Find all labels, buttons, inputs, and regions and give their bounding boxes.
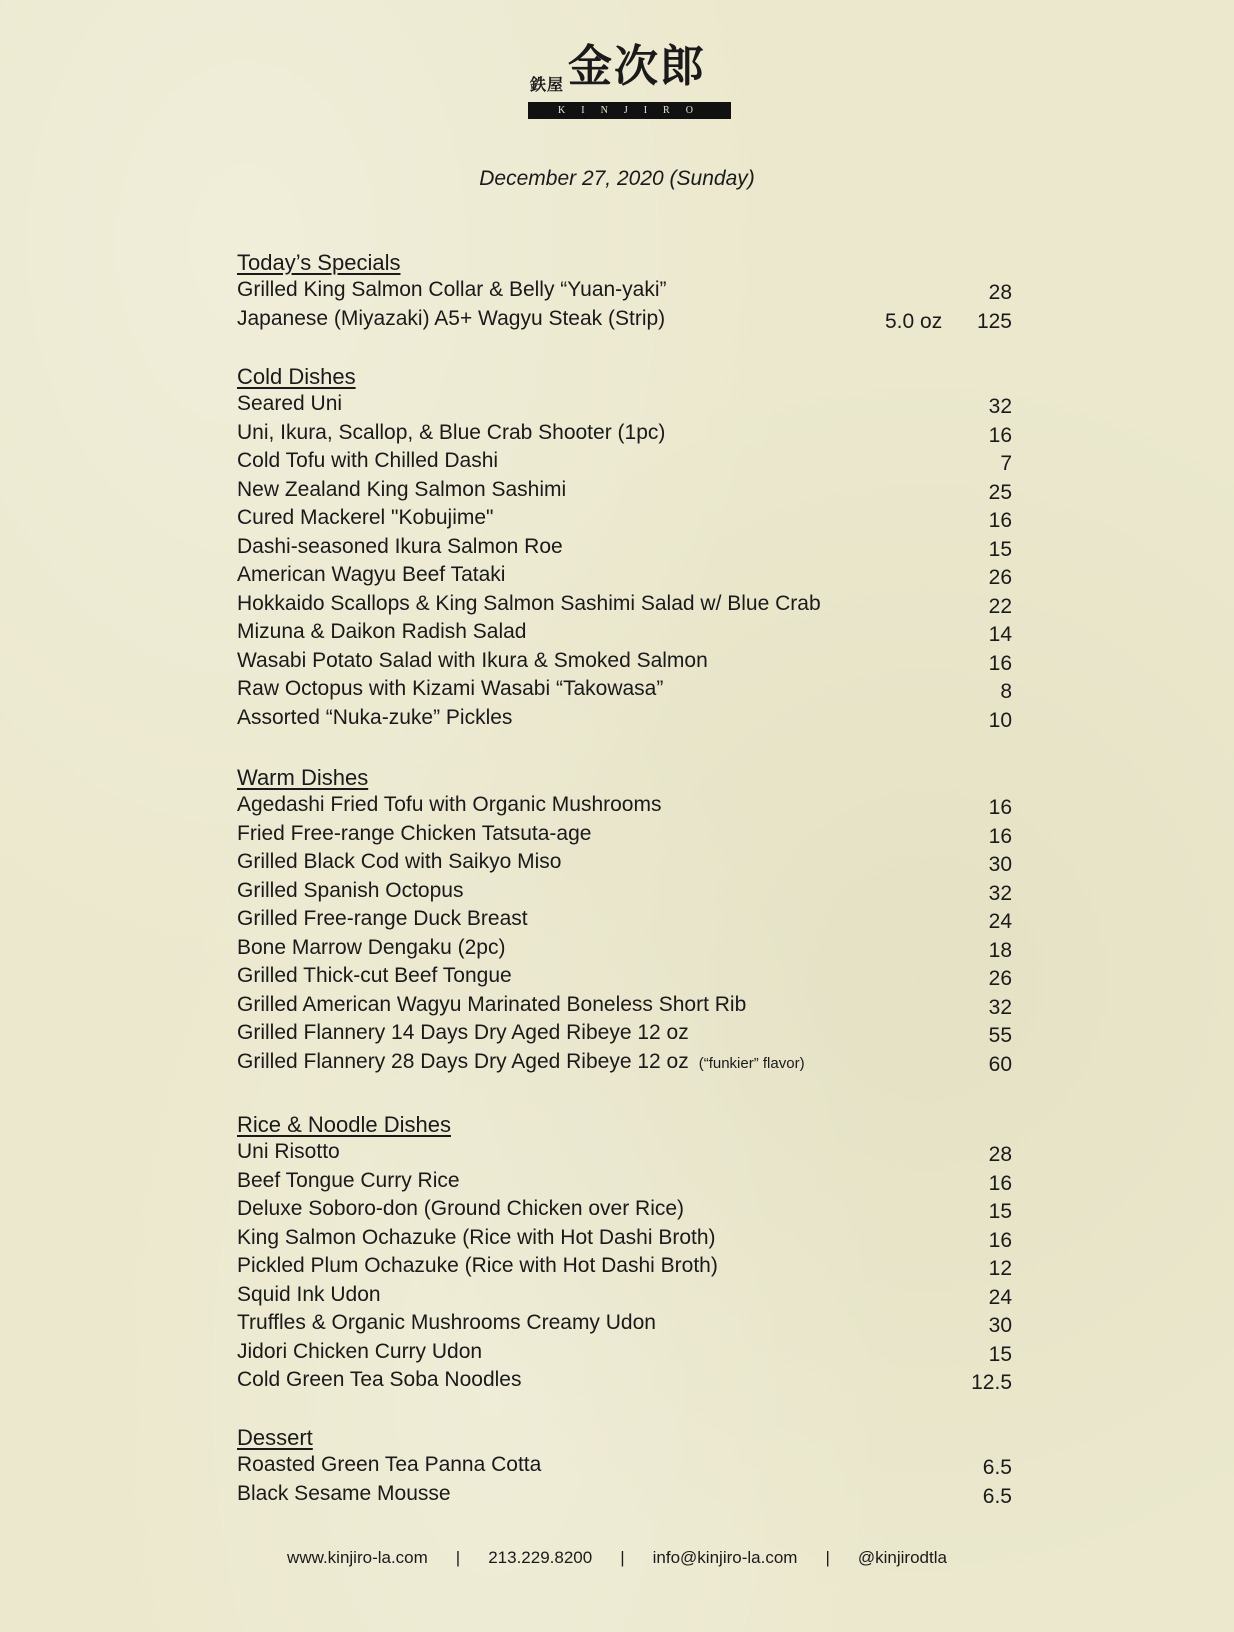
- menu-item-price: 6.5: [982, 1484, 1012, 1508]
- menu-item: [237, 478, 1012, 506]
- menu-item-name: [237, 421, 665, 445]
- section-title-dessert: Dessert: [237, 1425, 313, 1450]
- menu-item: [237, 392, 1012, 420]
- menu-item: [237, 1482, 1012, 1510]
- menu-item-name-text: Black Sesame Mousse: [237, 1481, 451, 1505]
- menu-item-name: [237, 1368, 521, 1392]
- footer-website[interactable]: www.kinjiro-la.com: [287, 1548, 428, 1567]
- logo-main-text: 金次郎: [568, 41, 706, 92]
- footer-separator: |: [455, 1548, 461, 1567]
- menu-item-name-text: American Wagyu Beef Tataki: [237, 563, 506, 586]
- menu-item-name-text: Deluxe Soboro-don (Ground Chicken over Rice): [237, 1197, 685, 1220]
- menu-item: [237, 1368, 1012, 1396]
- menu-item: [237, 421, 1012, 449]
- menu-item-price: 16: [988, 1171, 1012, 1195]
- menu-item-price: 7: [1000, 452, 1012, 475]
- menu-item-name: [237, 677, 663, 701]
- menu-item-name: [237, 993, 746, 1017]
- menu-item-price: 14: [988, 623, 1012, 646]
- menu-item-name-text: New Zealand King Salmon Sashimi: [237, 477, 567, 501]
- menu-item-name: [237, 1226, 716, 1250]
- menu-item-name-text: Dashi-seasoned Ikura Salmon Roe: [237, 534, 563, 558]
- menu-item: [237, 850, 1012, 878]
- menu-item: [237, 1453, 1012, 1481]
- menu-item-name: [237, 592, 821, 616]
- menu-item-name-text: Assorted “Nuka-zuke” Pickles: [237, 705, 513, 729]
- menu-item-price: 10: [988, 708, 1012, 732]
- menu-item-name-text: Grilled Black Cod with Saikyo Miso: [237, 850, 562, 873]
- menu-item-name: [237, 1482, 451, 1506]
- section-title-cold: Cold Dishes: [237, 364, 356, 389]
- menu-item: [237, 649, 1012, 677]
- footer-email[interactable]: info@kinjiro-la.com: [652, 1548, 798, 1567]
- menu-item-name: [237, 563, 505, 587]
- menu-item-name: [237, 307, 665, 331]
- menu-item-name-text: Cold Tofu with Chilled Dashi: [237, 449, 499, 472]
- menu-item-price: 16: [988, 423, 1012, 447]
- menu-item-price: 32: [988, 881, 1012, 905]
- footer: [0, 1548, 1234, 1568]
- menu-item: [237, 907, 1012, 935]
- menu-item-name-text: Squid Ink Udon: [237, 1282, 381, 1306]
- menu-item-name: [237, 706, 512, 730]
- menu-item-price: 26: [988, 566, 1012, 589]
- menu-item-name-text: Beef Tongue Curry Rice: [237, 1168, 460, 1192]
- menu-item-name-text: Grilled Free-range Duck Breast: [237, 907, 528, 930]
- menu-item: [237, 936, 1012, 964]
- menu-item: [237, 1254, 1012, 1282]
- menu-item-name: [237, 1140, 340, 1164]
- logo-small-text: 鉄屋: [530, 75, 565, 94]
- menu-item-price: 16: [988, 824, 1012, 848]
- menu-item-price: 24: [988, 1285, 1012, 1309]
- menu-item-name: [237, 1197, 684, 1221]
- menu-item-name: [237, 478, 566, 502]
- menu-item-note: (“funkier” flavor): [698, 1054, 805, 1072]
- menu-item: [237, 620, 1012, 648]
- menu-item-name-text: Roasted Green Tea Panna Cotta: [237, 1453, 542, 1476]
- menu-item-name: [237, 1283, 381, 1307]
- menu-item: [237, 1140, 1012, 1168]
- menu-item-name-text: Truffles & Organic Mushrooms Creamy Udon: [237, 1311, 656, 1334]
- menu-item-name-text: Japanese (Miyazaki) A5+ Wagyu Steak (Strip): [237, 306, 666, 330]
- menu-item: [237, 592, 1012, 620]
- menu-item-name-text: King Salmon Ochazuke (Rice with Hot Dashi Broth): [237, 1225, 716, 1249]
- menu-item-price: 28: [988, 281, 1012, 304]
- restaurant-logo: [528, 42, 733, 122]
- section-title-specials: Today’s Specials: [237, 250, 401, 275]
- menu-item-name: [237, 793, 661, 817]
- footer-social-handle[interactable]: @kinjirodtla: [857, 1548, 947, 1567]
- menu-item-name-text: Wasabi Potato Salad with Ikura & Smoked Salmon: [237, 648, 708, 672]
- menu-item: [237, 964, 1012, 992]
- menu-item-name: [237, 1169, 460, 1193]
- menu-item-price: 16: [988, 651, 1012, 675]
- menu-item-name: [237, 649, 708, 673]
- menu-item-price: 30: [988, 853, 1012, 876]
- menu-item-name-text: Pickled Plum Ochazuke (Rice with Hot Dashi Broth): [237, 1254, 718, 1277]
- menu-item: [237, 1021, 1012, 1049]
- menu-item-name: [237, 964, 512, 988]
- menu-item-price: 32: [988, 995, 1012, 1019]
- menu-item-name: [237, 850, 561, 874]
- menu-item: [237, 1340, 1012, 1368]
- menu-item-name-text: Fried Free-range Chicken Tatsuta-age: [237, 821, 592, 845]
- menu-item: [237, 449, 1012, 477]
- menu-item: [237, 535, 1012, 563]
- menu-item-name-text: Jidori Chicken Curry Udon: [237, 1339, 483, 1363]
- menu-item-name-text: Cold Green Tea Soba Noodles: [237, 1368, 522, 1391]
- menu-item-name-text: Raw Octopus with Kizami Wasabi “Takowasa”: [237, 677, 664, 700]
- menu-item-price: 18: [988, 938, 1012, 962]
- logo-latin-text: KINJIRO: [528, 102, 731, 119]
- menu-item-name: [237, 506, 494, 530]
- menu-item-name-text: Seared Uni: [237, 392, 343, 415]
- menu-item-price: 125: [976, 309, 1012, 333]
- menu-item-name: [237, 1021, 689, 1045]
- menu-item-name-text: Uni Risotto: [237, 1140, 340, 1163]
- menu-item-price: 16: [988, 509, 1012, 532]
- menu-item: [237, 1283, 1012, 1311]
- menu-item: [237, 793, 1012, 821]
- menu-item-price: 12: [988, 1257, 1012, 1280]
- menu-item-price: 25: [988, 480, 1012, 504]
- menu-item-price: 15: [988, 537, 1012, 561]
- menu-item-name: [237, 449, 498, 473]
- menu-item-name-text: Uni, Ikura, Scallop, & Blue Crab Shooter (1pc): [237, 420, 666, 444]
- menu-item-price: 16: [988, 1228, 1012, 1252]
- menu-item-quantity: 5.0 oz: [885, 309, 943, 333]
- menu-item-price: 8: [1000, 680, 1012, 703]
- menu-item: [237, 879, 1012, 907]
- menu-item-price: 12.5: [971, 1371, 1012, 1394]
- menu-item: [237, 822, 1012, 850]
- menu-item-name-text: Grilled Spanish Octopus: [237, 878, 464, 902]
- menu-item-price: 15: [988, 1342, 1012, 1366]
- menu-item: [237, 1311, 1012, 1339]
- menu-item-name: [237, 1311, 656, 1335]
- menu-item-name-text: Grilled Flannery 14 Days Dry Aged Ribeye 12 oz: [237, 1021, 689, 1044]
- menu-item-price: 16: [988, 796, 1012, 819]
- menu-item: [237, 1226, 1012, 1254]
- menu-item-name-text: Bone Marrow Dengaku (2pc): [237, 935, 506, 959]
- menu-item-name-text: Agedashi Fried Tofu with Organic Mushrooms: [237, 793, 662, 816]
- footer-separator: |: [825, 1548, 830, 1567]
- section-title-warm: Warm Dishes: [237, 765, 369, 790]
- menu-item-price: 6.5: [982, 1456, 1012, 1479]
- menu-item-name-text: Grilled American Wagyu Marinated Boneless Short Rib: [237, 992, 747, 1016]
- menu-item-name: [237, 620, 527, 644]
- menu-item: [237, 278, 1012, 306]
- menu-item-name: [237, 1453, 541, 1477]
- section-title-rice: Rice & Noodle Dishes: [237, 1112, 451, 1137]
- menu-item-price: 55: [988, 1024, 1012, 1047]
- menu-item-price: 28: [988, 1143, 1012, 1166]
- menu-item-name-text: Hokkaido Scallops & King Salmon Sashimi Salad w/ Blue Crab: [237, 591, 821, 615]
- menu-item: [237, 993, 1012, 1021]
- menu-item-name: [237, 936, 505, 960]
- menu-item: [237, 506, 1012, 534]
- menu-item-price: 15: [988, 1200, 1012, 1223]
- menu-item-name-text: Cured Mackerel "Kobujime": [237, 506, 494, 529]
- menu-item-name: [237, 879, 463, 903]
- menu-item-name-text: Mizuna & Daikon Radish Salad: [237, 620, 527, 643]
- menu-item-price: 30: [988, 1314, 1012, 1337]
- footer-separator: |: [620, 1548, 625, 1567]
- menu-item-name: [237, 1254, 718, 1278]
- menu-item-name-text: Grilled King Salmon Collar & Belly “Yuan-yaki”: [237, 278, 667, 301]
- menu-item: [237, 563, 1012, 591]
- menu-item-name-text: Grilled Thick-cut Beef Tongue: [237, 964, 512, 987]
- menu-item: [237, 1197, 1012, 1225]
- footer-phone[interactable]: 213.229.8200: [488, 1548, 593, 1567]
- menu-date: December 27, 2020 (Sunday): [479, 167, 755, 190]
- menu-item-name-text: Grilled Flannery 28 Days Dry Aged Ribeye 12 oz: [237, 1049, 689, 1073]
- menu-item-price: 60: [988, 1052, 1012, 1076]
- menu-item: [237, 1050, 1012, 1078]
- menu-item-name: [237, 1340, 482, 1364]
- menu-item-name: [237, 907, 528, 931]
- menu-item: [237, 677, 1012, 705]
- menu-item-name: [237, 822, 591, 846]
- menu-item-name: [237, 392, 342, 416]
- menu-item-name: [237, 278, 667, 302]
- menu-item-price: 24: [988, 910, 1012, 933]
- menu-item-name: [237, 1050, 805, 1074]
- menu-item: [237, 706, 1012, 734]
- menu-item-price: 26: [988, 967, 1012, 990]
- menu-item-price: 32: [988, 395, 1012, 418]
- menu-item-name: [237, 535, 563, 559]
- menu-item-price: 22: [988, 594, 1012, 618]
- menu-item: [237, 307, 1012, 335]
- menu-item: [237, 1169, 1012, 1197]
